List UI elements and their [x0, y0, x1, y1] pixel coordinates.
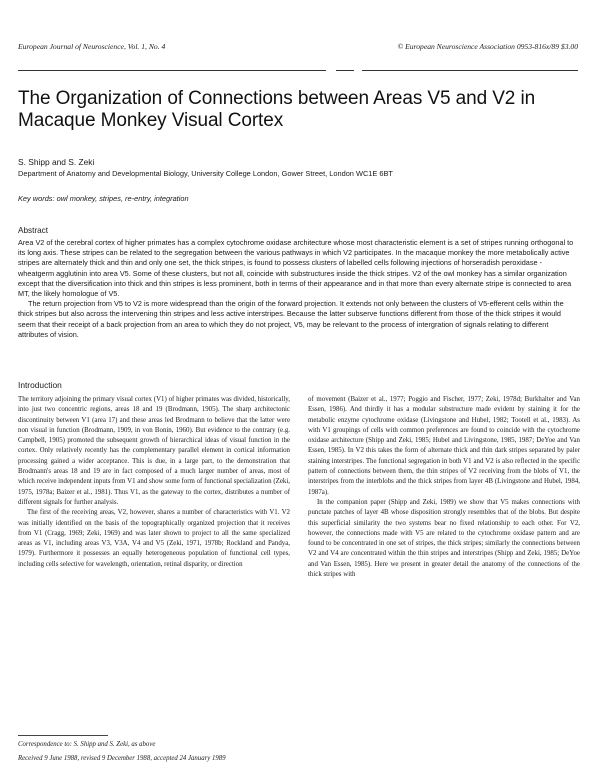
body-column-right: [308, 395, 580, 580]
affiliation: Department of Anatomy and Developmental Biology, University College London, Gower Street, London WC1E 6BT: [18, 169, 393, 178]
body-paragraph: The first of the receiving areas, V2, however, shares a number of characteristics with V1. V2 was initially identified on the basis of the topographically organized projection that it receives from V1 (Cragg, 1969; Zeki, 1969) and was later shown to project to all the same specialized areas as V1, including areas V3, V3A, V4 and V5 (Zeki, 1971, 1978b; Rockland and Pandya, 1979). Furthermore it possesses an equally heterogeneous population of functional cell types, including cells selective for wavelength, orientation, retinal disparity, or direction: [18, 509, 290, 568]
body-paragraph: of movement (Baizer et al., 1977; Poggio and Fischer, 1977; Zeki, 1978d; Burkhalter and Van Essen, 1986). And thirdly it has a modular substructure made evident by staining it for the metabolic enzyme cytochrome oxidase (Livingstone and Hubel, 1982; Tootell et al., 1983). As with V1 groupings of cells with common preferences are found to coincide with the cytochrome oxidase architecture (Shipp and Zeki, 1985; Hubel and Livingstone, 1985, 1987; DeYoe and Van Essen, 1985). In V2 this takes the form of alternate thick and thin dark stripes separated by paler staining interstripes. The functional segregation in both V1 and V2 is also reflected in the specific pattern of connections between them, the thin stripes of V2 receiving from the blobs of V1, the interstripes from the interblobs and the thick stripes from layer 4B (Livingstone and Hubel, 1984, 1987a).: [308, 396, 580, 496]
body-paragraph: The territory adjoining the primary visual cortex (V1) of higher primates was divided, historically, into just two concentric regions, areas 18 and 19 (Brodmann, 1905). The sharp architectonic discontinuity between V1 (area 17) and these areas led Brodmann to believe that the latter were non visual in function (Brodmann, 1909, in von Bonin, 1960). But evidence to the contrary (e.g. Campbell, 1905) promoted the subsequent growth of hierarchical ideas of visual function in the cortex. Only relatively recently has the complementary parallel element in cortical information processing gained a wider acceptance. This is due, in a large part, to the demonstration that Brodmann's areas 18 and 19 are in fact composed of a much larger number of areas, most of which receive independent inputs from V1 and show some form of functional specialization (Zeki, 1975, 1978a; Baizer et al., 1981). Thus V1, as the gateway to the cortex, distributes a number of different signals for further analysis.: [18, 396, 290, 506]
abstract-paragraph: Area V2 of the cerebral cortex of higher primates has a complex cytochrome oxidase architecture whose most characteristic element is a set of stripes running orthogonal to its long axis. These stripes can be related to the segregation between the various pathways in which V2 participates. In the macaque monkey the more metabolically active stripes are alternately thick and thin and only one set, the thick stripes, is found to possess clusters of labelled cells following injections of horseradish peroxidase - wheatgerm agglutinin into area V5. Some of these clusters, but not all, coincide with substructures inside the thick stripes. V2 of the owl monkey has a similar organization except that the diversification into thick and thin stripes is less prominent, both in terms of their appearance and in that more than every alternate stripe is connected to area MT, the likely homologue of V5.: [18, 238, 574, 299]
authors: S. Shipp and S. Zeki: [18, 157, 95, 167]
header-rule: [18, 70, 326, 71]
body-paragraph: In the companion paper (Shipp and Zeki, 1989) we show that V5 makes connections with punctate patches of layer 4B whose disposition strongly resembles that of the blobs. But despite this superficial similarity the two systems bear no fixed relationship to each other. For V2, however, the connections made with V5 are related to the cytochrome oxidase pattern and are found to be concentrated in one set of stripes, the thick stripes; similarly the connections between V2 and V4 are concentrated within the thin stripes and interstripes (Shipp and Zeki, 1985; DeYoe and Van Essen, 1985). Here we present in greater detail the anatomy of the connections of the thick stripes with: [308, 498, 580, 579]
abstract-paragraph: The return projection from V5 to V2 is more widespread than the origin of the forward projection. It extends not only between the clusters of V5-efferent cells within the thick stripes but also across the intervening thin stripes and less active interstripes. Because the latter subserve functions different from those of the thick stripes it would seem that their receipt of a back projection from an area to which they do not project, V5, may be relevant to the process of intergration of signals relating to different attributes of vision.: [18, 299, 564, 339]
copyright-notice: © European Neuroscience Association 0953-816x/89 $3.00: [397, 42, 578, 51]
article-title: The Organization of Connections between Areas V5 and V2 in Macaque Monkey Visual Cortex: [18, 88, 536, 131]
body-column-left: [18, 395, 290, 570]
header-rule: [336, 70, 354, 71]
abstract-heading: Abstract: [18, 226, 49, 235]
received-dates: Received 9 June 1988, revised 9 December 1988, accepted 24 January 1989: [18, 755, 226, 762]
header-rule: [362, 70, 578, 71]
footnote-rule: [18, 735, 108, 736]
correspondence-note: Correspondence to: S. Shipp and S. Zeki, as above: [18, 741, 156, 748]
keywords: Key words: owl monkey, stripes, re-entry, integration: [18, 194, 189, 203]
journal-citation: European Journal of Neuroscience, Vol. 1, No. 4: [18, 42, 166, 51]
running-head: [18, 42, 578, 54]
introduction-heading: Introduction: [18, 380, 62, 390]
abstract-body: [18, 238, 580, 340]
